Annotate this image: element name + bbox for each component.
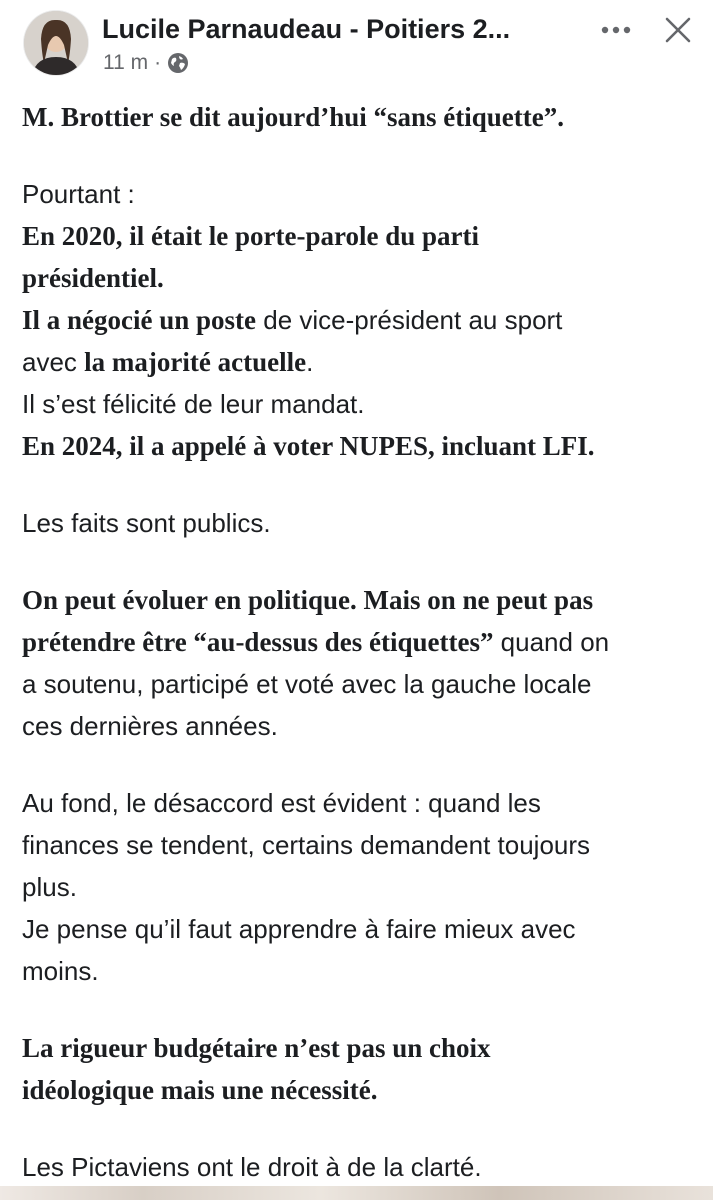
- text-regular: Je pense qu’il faut apprendre à faire mieux avec: [22, 914, 576, 944]
- paragraph-gap: [22, 467, 702, 502]
- text-bold: prétendre être “au-dessus des étiquettes”: [22, 627, 494, 657]
- post-time[interactable]: 11 m: [103, 51, 149, 74]
- text-regular: ces dernières années.: [22, 711, 278, 741]
- text-regular: .: [306, 347, 314, 377]
- text-bold: idéologique mais une nécessité.: [22, 1075, 378, 1105]
- author-avatar[interactable]: [24, 11, 88, 75]
- post-line: [22, 1027, 702, 1069]
- text-regular: a soutenu, participé et voté avec la gauche locale: [22, 669, 592, 699]
- text-bold: En 2020, il était le porte-parole du parti: [22, 221, 479, 251]
- text-regular: finances se tendent, certains demandent toujours: [22, 830, 591, 860]
- text-bold: la majorité actuelle: [84, 347, 307, 377]
- text-bold: En 2024, il a appelé à voter NUPES, incluant LFI.: [22, 431, 595, 461]
- text-regular: Les faits sont publics.: [22, 508, 271, 538]
- text-regular: Pourtant :: [22, 179, 135, 209]
- text-regular: moins.: [22, 956, 99, 986]
- post-line: [22, 502, 702, 544]
- post-line: [22, 950, 702, 992]
- post-line: [22, 782, 702, 824]
- post-line: [22, 425, 702, 467]
- post-line: [22, 908, 702, 950]
- text-regular: Au fond, le désaccord est évident : quand les: [22, 788, 541, 818]
- paragraph-gap: [22, 747, 702, 782]
- text-regular: quand on: [493, 627, 610, 657]
- paragraph-gap: [22, 544, 702, 579]
- paragraph-gap: [22, 992, 702, 1027]
- text-regular: plus.: [22, 872, 77, 902]
- post-line: [22, 866, 702, 908]
- post-line: [22, 257, 702, 299]
- post-line: [22, 621, 702, 663]
- text-bold: M. Brottier se dit aujourd’hui “sans étiquette”.: [22, 102, 564, 132]
- text-bold: La rigueur budgétaire n’est pas un choix: [22, 1033, 491, 1063]
- text-bold: Il a négocié un poste: [22, 305, 257, 335]
- more-options-button[interactable]: [596, 14, 636, 46]
- attached-image-preview[interactable]: [0, 1186, 713, 1200]
- text-regular: de vice-président au sport: [256, 305, 563, 335]
- post-line: [22, 579, 702, 621]
- more-options-icon: [601, 26, 631, 34]
- text-bold: présidentiel.: [22, 263, 164, 293]
- post-body: [22, 96, 702, 1188]
- paragraph-gap: [22, 138, 702, 173]
- post-line: [22, 96, 702, 138]
- post-line: [22, 383, 702, 425]
- text-regular: Il s’est félicité de leur mandat.: [22, 389, 365, 419]
- post-line: [22, 1146, 702, 1188]
- meta-separator: ·: [154, 51, 162, 74]
- post-meta: [103, 50, 189, 76]
- avatar-photo: [24, 11, 88, 75]
- post-line: [22, 824, 702, 866]
- post-line: [22, 173, 702, 215]
- post-line: [22, 215, 702, 257]
- post-line: [22, 1069, 702, 1111]
- post-line: [22, 663, 702, 705]
- text-regular: Les Pictaviens ont le droit à de la clarté.: [22, 1152, 482, 1182]
- post-line: [22, 705, 702, 747]
- globe-icon[interactable]: [167, 52, 189, 74]
- post-line: [22, 299, 702, 341]
- text-bold: On peut évoluer en politique. Mais on ne peut pas: [22, 585, 594, 615]
- close-button[interactable]: [660, 12, 696, 48]
- author-name[interactable]: Lucile Parnaudeau - Poitiers 2...: [102, 14, 511, 44]
- close-icon: [665, 17, 691, 43]
- text-regular: avec: [22, 347, 85, 377]
- post-header: [0, 0, 713, 90]
- post-line: [22, 341, 702, 383]
- paragraph-gap: [22, 1111, 702, 1146]
